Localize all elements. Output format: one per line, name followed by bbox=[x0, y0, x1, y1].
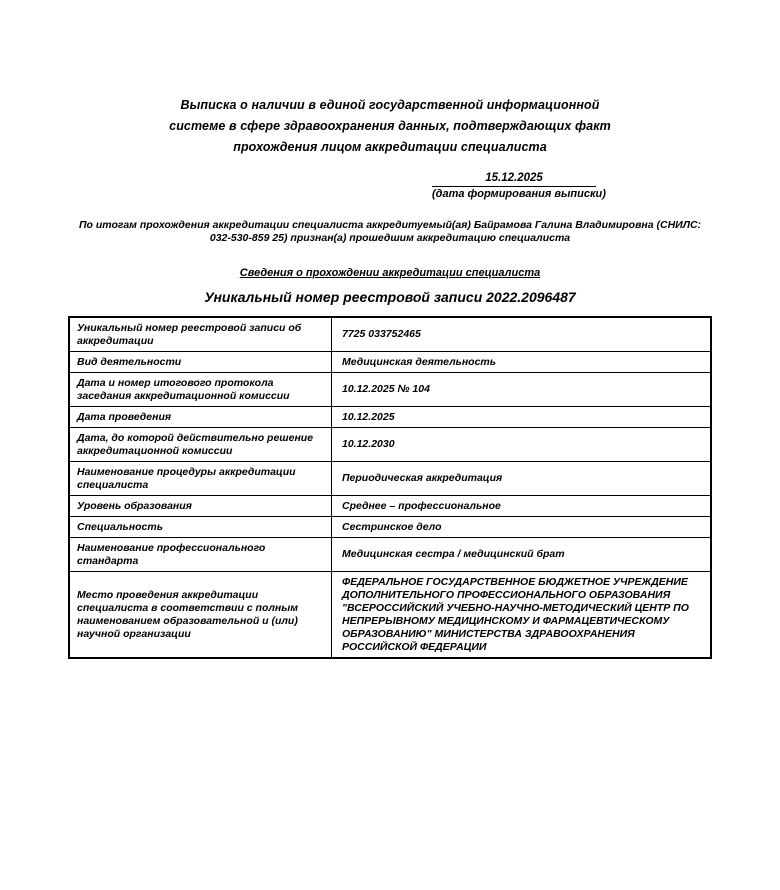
table-row bbox=[69, 462, 711, 496]
table-row bbox=[69, 572, 711, 659]
row-value-date-held: 10.12.2025 bbox=[332, 407, 712, 428]
document-title-line: Выписка о наличии в единой государственной информационной bbox=[180, 98, 600, 112]
row-label-professional-standard: Наименование профессионального стандарта bbox=[69, 538, 332, 572]
row-label-specialty: Специальность bbox=[69, 517, 332, 538]
intro-paragraph bbox=[0, 219, 780, 244]
table-row bbox=[69, 517, 711, 538]
table-row bbox=[69, 373, 711, 407]
row-value-education-level: Среднее – профессиональное bbox=[332, 496, 712, 517]
section-heading: Сведения о прохождении аккредитации специалиста bbox=[239, 267, 541, 279]
table-row bbox=[69, 496, 711, 517]
row-label-valid-until: Дата, до которой действительно решение аккредитационной комиссии bbox=[69, 428, 332, 462]
row-label-protocol: Дата и номер итогового протокола заседания аккредитационной комиссии bbox=[69, 373, 332, 407]
accreditation-table bbox=[68, 316, 712, 659]
intro-paragraph-line: По итогам прохождения аккредитации специалиста аккредитуемый(ая) Байрамова Галина Владимировна (СНИЛС: bbox=[78, 219, 702, 231]
row-value-procedure-name: Периодическая аккредитация bbox=[332, 462, 712, 496]
table-row bbox=[69, 352, 711, 373]
formation-date-block bbox=[432, 172, 606, 201]
row-label-date-held: Дата проведения bbox=[69, 407, 332, 428]
document-title-line: системе в сфере здравоохранения данных, подтверждающих факт bbox=[169, 119, 611, 133]
row-value-activity-type: Медицинская деятельность bbox=[332, 352, 712, 373]
formation-date-caption: (дата формирования выписки) bbox=[432, 188, 606, 200]
row-value-valid-until: 10.12.2030 bbox=[332, 428, 712, 462]
table-row bbox=[69, 317, 711, 352]
table-row bbox=[69, 538, 711, 572]
intro-paragraph-line: 032-530-859 25) признан(а) прошедшим аккредитацию специалиста bbox=[209, 231, 571, 244]
document-title bbox=[0, 95, 780, 158]
row-label-procedure-name: Наименование процедуры аккредитации специалиста bbox=[69, 462, 332, 496]
row-label-education-level: Уровень образования bbox=[69, 496, 332, 517]
row-value-registry-number: 7725 033752465 bbox=[332, 317, 712, 352]
table-row bbox=[69, 407, 711, 428]
row-value-accreditation-place: ФЕДЕРАЛЬНОЕ ГОСУДАРСТВЕННОЕ БЮДЖЕТНОЕ УЧРЕЖДЕНИЕ ДОПОЛНИТЕЛЬНОГО ПРОФЕССИОНАЛЬНОГО ОБРАЗОВАНИЯ "ВСЕРОССИЙСКИЙ УЧЕБНО-НАУЧНО-МЕТОДИЧЕСКИЙ ЦЕНТР ПО НЕПРЕРЫВНОМУ МЕДИЦИНСКОМУ И ФАРМАЦЕВТИЧЕСКОМУ ОБРАЗОВАНИЮ" МИНИСТЕРСТВА ЗДРАВООХРАНЕНИЯ РОССИЙСКОЙ ФЕДЕРАЦИИ bbox=[332, 572, 712, 659]
formation-date: 15.12.2025 bbox=[432, 172, 596, 187]
row-value-professional-standard: Медицинская сестра / медицинский брат bbox=[332, 538, 712, 572]
table-row bbox=[69, 428, 711, 462]
registry-number-heading: Уникальный номер реестровой записи 2022.2096487 bbox=[204, 289, 576, 305]
row-label-activity-type: Вид деятельности bbox=[69, 352, 332, 373]
row-value-protocol: 10.12.2025 № 104 bbox=[332, 373, 712, 407]
row-label-accreditation-place: Место проведения аккредитации специалиста в соответствии с полным наименованием образовательной и (или) научной организации bbox=[69, 572, 332, 659]
document-title-line: прохождения лицом аккредитации специалиста bbox=[233, 140, 547, 154]
row-label-registry-number: Уникальный номер реестровой записи об аккредитации bbox=[69, 317, 332, 352]
row-value-specialty: Сестринское дело bbox=[332, 517, 712, 538]
